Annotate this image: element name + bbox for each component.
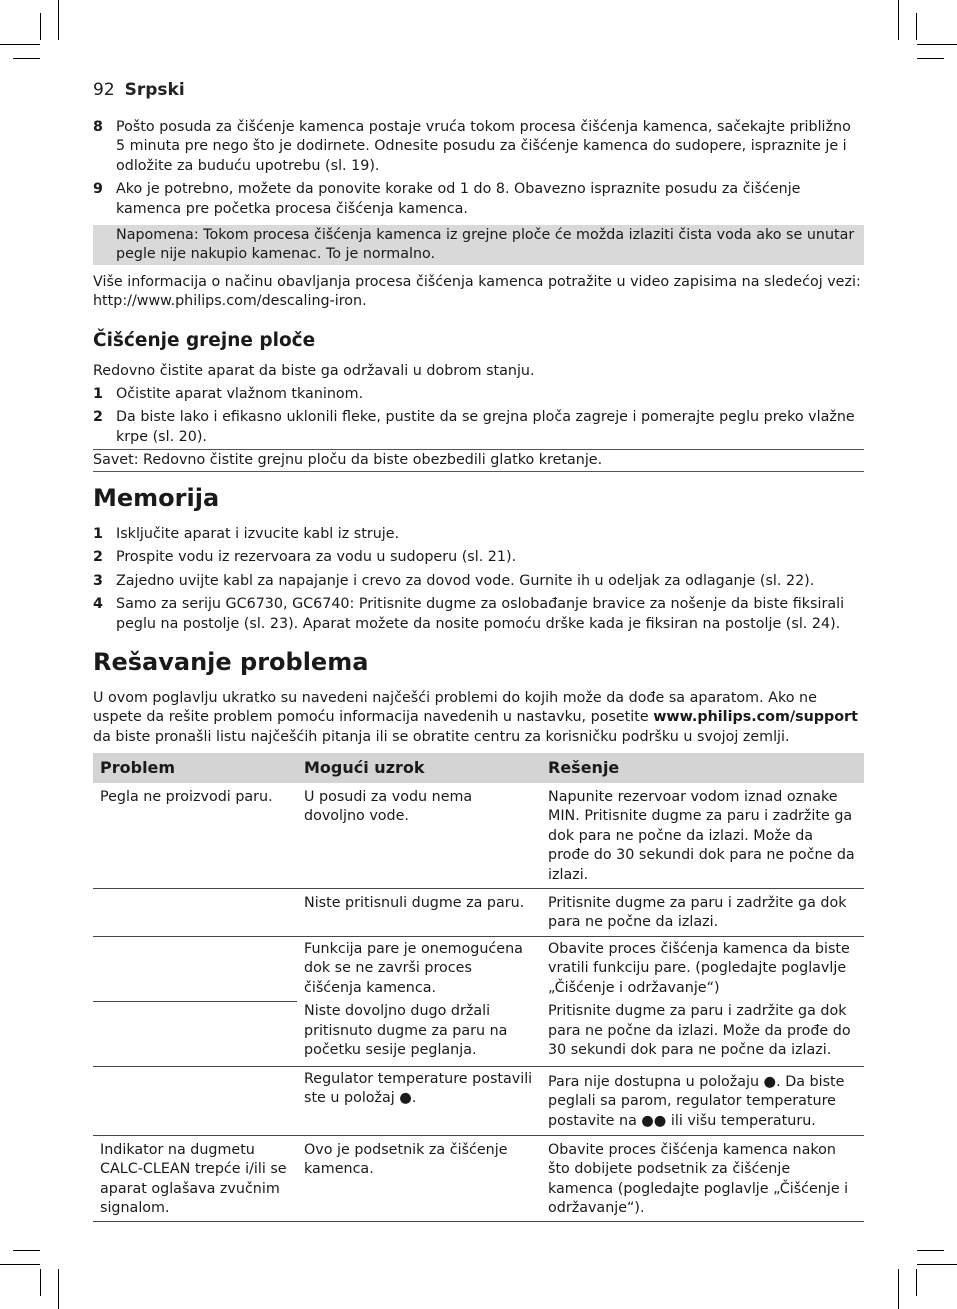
- list-item: [93, 548, 864, 567]
- problem-cell: Indikator na dugmetu CALC-CLEAN trepće i/ili se aparat oglašava zvučnim signalom.: [93, 1135, 297, 1222]
- step-number: 1: [93, 526, 103, 542]
- tip-box: [93, 449, 864, 472]
- troubleshooting-intro: [93, 689, 864, 747]
- solution-cell: Para nije dostupna u položaju ●. Da biste peglali sa parom, regulator temperature postavite na ●● ili višu temperaturu.: [541, 1066, 864, 1135]
- intro-text-end: da biste pronašli listu najčešćih pitanja ili se obratite centru za korisničku podršku u svojoj zemlji.: [93, 728, 790, 745]
- crop-mark: [0, 1264, 40, 1265]
- step-text: Pošto posuda za čišćenje kamenca postaje vruća tokom procesa čišćenja kamenca, sačekajte približno 5 minuta pre nego što je dodirnete. Odnesite posudu za čišćenje kamenca do sudopere, ispraznite je i odložite za buduću upotrebu (sl. 19).: [116, 119, 851, 174]
- solution-cell: Pritisnite dugme za paru i zadržite ga dok para ne počne da izlazi. Može da prođe do 30 sekundi dok para ne počne da izlazi.: [541, 1001, 864, 1066]
- step-text: Očistite aparat vlažnom tkaninom.: [116, 386, 364, 402]
- table-row: [93, 783, 864, 889]
- crop-mark: [917, 1250, 944, 1251]
- table-header-row: [93, 753, 864, 783]
- column-header: Rešenje: [541, 753, 864, 783]
- list-item: [93, 385, 864, 404]
- cause-cell: U posudi za vodu nema dovoljno vode.: [297, 783, 541, 889]
- support-link[interactable]: www.philips.com/support: [653, 709, 858, 726]
- list-item: [93, 118, 864, 176]
- crop-mark: [916, 13, 917, 40]
- crop-mark: [0, 44, 40, 45]
- problem-cell: [93, 889, 297, 937]
- storage-steps: [93, 525, 864, 634]
- table-row: [93, 1066, 864, 1135]
- cause-cell: Funkcija pare je onemogućena dok se ne završi proces čišćenja kamenca.: [304, 940, 523, 996]
- step-number: 2: [93, 409, 103, 426]
- step-number: 9: [93, 181, 103, 198]
- crop-mark: [917, 44, 957, 45]
- descaling-steps: [93, 118, 864, 219]
- troubleshooting-table: [93, 753, 864, 1222]
- more-info-text: Više informacija o načinu obavljanja procesa čišćenja kamenca potražite u video zapisima na sledećoj vezi: http://www.philips.com/descaling-iron.: [93, 274, 861, 310]
- crop-mark: [898, 1269, 899, 1309]
- cause-cell: Niste dovoljno dugo držali pritisnuto dugme za paru na početku sesije peglanja.: [297, 1001, 541, 1066]
- problem-cell: [93, 936, 297, 1001]
- problem-cell: [93, 1066, 297, 1135]
- table-row: [93, 1001, 864, 1066]
- crop-mark: [40, 1269, 41, 1296]
- intro-text: U ovom poglavlju ukratko su navedeni najčešći problemi do kojih može da dođe sa aparatom. Ako ne uspete da rešite problem pomoću informacija navedenih u nastavku, posetite: [93, 690, 817, 726]
- step-number: 2: [93, 549, 103, 566]
- list-item: [93, 595, 864, 634]
- crop-mark: [13, 58, 40, 59]
- crop-mark: [58, 1269, 59, 1309]
- soleplate-steps: [93, 385, 864, 447]
- soleplate-title: Čišćenje grejne ploče: [93, 330, 316, 351]
- list-item: [93, 180, 864, 219]
- list-item: [93, 572, 864, 591]
- tip-text: Savet: Redovno čistite grejnu ploču da biste obezbedili glatko kretanje.: [93, 452, 603, 468]
- column-header: Mogući uzrok: [297, 753, 541, 783]
- list-item: [93, 525, 864, 544]
- crop-mark: [916, 1269, 917, 1296]
- table-row: [93, 936, 864, 1001]
- table-row: [93, 889, 864, 937]
- page-header: [93, 80, 185, 100]
- page-number: 92: [93, 80, 115, 100]
- problem-cell: Pegla ne proizvodi paru.: [93, 783, 297, 889]
- troubleshooting-table-wrap: [93, 753, 864, 1222]
- step-text: Samo za seriju GC6730, GC6740: Pritisnite dugme za oslobađanje bravice za nošenje da biste fiksirali peglu na postolje (sl. 23). Aparat možete da nosite pomoću drške kada je fiksiran na postolje (sl. 24).: [116, 596, 845, 632]
- crop-mark: [917, 1264, 957, 1265]
- step-text: Zajedno uvijte kabl za napajanje i crevo za dovod vode. Gurnite ih u odeljak za odlaganje (sl. 22).: [116, 572, 815, 589]
- crop-mark: [13, 1250, 40, 1251]
- solution-cell: Pritisnite dugme za paru i zadržite ga dok para ne počne da izlazi.: [541, 889, 864, 937]
- crop-mark: [40, 13, 41, 40]
- step-text: Prospite vodu iz rezervoara za vodu u sudoperu (sl. 21).: [116, 549, 517, 566]
- cause-cell: Ovo je podsetnik za čišćenje kamenca.: [297, 1135, 541, 1222]
- table-row: [93, 1135, 864, 1222]
- solution-cell: Napunite rezervoar vodom iznad oznake MIN. Pritisnite dugme za paru i zadržite ga dok para ne počne da izlazi. Može da prođe do 30 sekundi dok para ne počne da izlazi.: [541, 783, 864, 889]
- step-text: Da biste lako i efikasno uklonili fleke, pustite da se grejna ploča zagreje i pomerajte peglu preko vlažne krpe (sl. 20).: [116, 409, 855, 445]
- step-text: Isključite aparat i izvucite kabl iz struje.: [116, 526, 400, 542]
- note-box: [93, 225, 864, 265]
- crop-mark: [917, 58, 944, 59]
- solution-cell: Obavite proces čišćenja kamenca nakon što dobijete podsetnik za čišćenje kamenca (pogledajte poglavlje „Čišćenje i održavanje“).: [541, 1135, 864, 1222]
- problem-cell: [93, 1001, 297, 1066]
- step-number: 1: [93, 386, 103, 402]
- storage-title: Memorija: [93, 484, 220, 512]
- crop-mark: [898, 0, 899, 40]
- list-item: [93, 408, 864, 447]
- troubleshooting-title: Rešavanje problema: [93, 648, 369, 676]
- crop-mark: [58, 0, 59, 40]
- note-text: Napomena: Tokom procesa čišćenja kamenca iz grejne ploče će možda izlaziti čista voda ako se unutar pegle nije nakupio kamenac. To je normalno.: [116, 227, 855, 263]
- language-label: Srpski: [124, 80, 185, 100]
- soleplate-intro: Redovno čistite aparat da biste ga održavali u dobrom stanju.: [93, 363, 535, 379]
- cause-cell: Niste pritisnuli dugme za paru.: [297, 889, 541, 937]
- step-number: 8: [93, 119, 103, 135]
- column-header: Problem: [93, 753, 297, 783]
- step-number: 4: [93, 596, 103, 613]
- step-text: Ako je potrebno, možete da ponovite korake od 1 do 8. Obavezno ispraznite posudu za čišćenje kamenca pre početka procesa čišćenja kamenca.: [116, 181, 801, 217]
- cause-cell: Regulator temperature postavili ste u položaj ●.: [297, 1066, 541, 1135]
- solution-cell: Obavite proces čišćenja kamenca da biste vratili funkciju pare. (pogledajte poglavlje „Čišćenje i održavanje“): [548, 940, 850, 996]
- step-number: 3: [93, 572, 103, 589]
